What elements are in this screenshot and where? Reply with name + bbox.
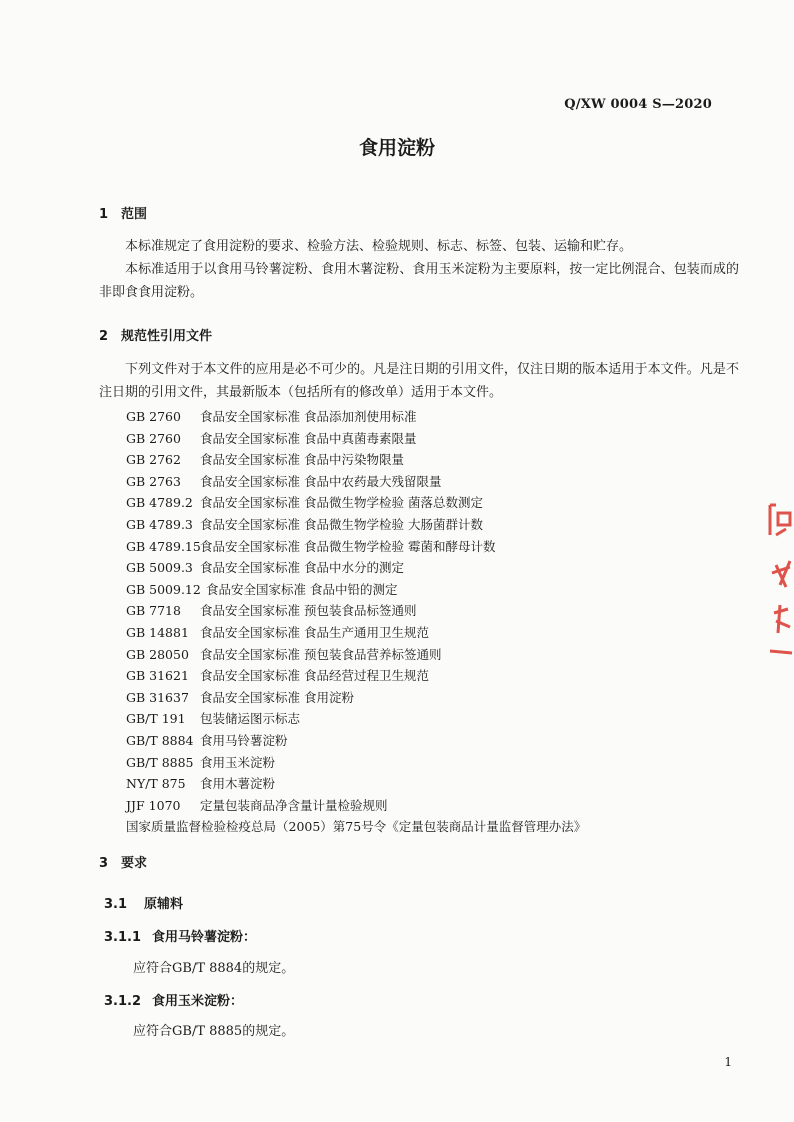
reference-code: NY/T 875 — [126, 776, 186, 792]
subsection-number: 3.1 — [104, 897, 128, 912]
reference-title: 国家质量监督检验检疫总局（2005）第75号令《定量包装商品计量监督管理办法》 — [126, 819, 587, 835]
reference-code: JJF 1070 — [126, 797, 181, 813]
reference-item — [126, 449, 586, 471]
reference-item — [126, 644, 586, 666]
reference-code: GB 2760 — [126, 430, 181, 446]
clause-text-potato-starch: 应符合GB/T 8884的规定。 — [133, 961, 295, 976]
subsection-heading-materials — [104, 893, 183, 912]
reference-code: GB 4789.2 — [126, 495, 193, 511]
reference-code: GB 7718 — [126, 603, 181, 619]
reference-list — [126, 406, 586, 838]
reference-code: GB 4789.3 — [126, 516, 193, 532]
reference-item — [126, 471, 586, 493]
reference-code: GB 4789.15 — [126, 538, 201, 554]
reference-code: GB/T 8885 — [126, 754, 194, 770]
section-title: 要求 — [121, 856, 148, 871]
reference-item — [126, 752, 586, 774]
seal-stamp — [764, 495, 794, 665]
reference-item — [126, 428, 586, 450]
section-title: 规范性引用文件 — [121, 329, 213, 344]
reference-title: 食用玉米淀粉 — [200, 754, 276, 770]
section-number: 1 — [99, 207, 109, 222]
reference-item — [126, 536, 586, 558]
section-title: 范围 — [121, 207, 148, 222]
reference-code: GB 5009.3 — [126, 560, 193, 576]
clause-title: 食用玉米淀粉： — [152, 994, 244, 1009]
reference-title: 食品安全国家标准 食品中农药最大残留限量 — [200, 473, 442, 489]
reference-item — [126, 687, 586, 709]
reference-title: 包装储运图示标志 — [200, 711, 301, 727]
scope-paragraph-1: 本标准规定了食用淀粉的要求、检验方法、检验规则、标志、标签、包装、运输和贮存。 — [125, 239, 633, 254]
reference-title: 食品安全国家标准 预包装食品标签通则 — [200, 603, 417, 619]
reference-title: 食品安全国家标准 食品微生物学检验 大肠菌群计数 — [200, 516, 483, 532]
clause-title: 食用马铃薯淀粉： — [152, 930, 257, 945]
section-heading-normative — [99, 325, 212, 344]
reference-code: GB 5009.12 — [126, 581, 201, 597]
clause-text-corn-starch: 应符合GB/T 8885的规定。 — [133, 1024, 295, 1039]
clause-heading-potato-starch — [104, 926, 256, 945]
reference-title: 食品安全国家标准 食品添加剂使用标准 — [200, 409, 417, 424]
reference-title: 定量包装商品净含量计量检验规则 — [200, 797, 388, 813]
reference-title: 食品安全国家标准 预包装食品营养标签通则 — [200, 646, 442, 662]
reference-code: GB 31621 — [126, 668, 189, 684]
reference-item — [126, 622, 586, 644]
subsection-title: 原辅料 — [144, 897, 184, 912]
reference-title: 食用马铃薯淀粉 — [200, 732, 288, 748]
reference-item — [126, 600, 586, 622]
reference-item — [126, 665, 586, 687]
reference-code: GB 31637 — [126, 689, 189, 705]
reference-item — [126, 579, 586, 601]
reference-title: 食品安全国家标准 食品中真菌毒素限量 — [200, 430, 417, 446]
document-title: 食用淀粉 — [358, 137, 435, 159]
reference-code: GB 14881 — [126, 624, 189, 640]
section-number: 3 — [99, 856, 109, 871]
reference-title: 食品安全国家标准 食用淀粉 — [200, 689, 354, 705]
reference-code: GB 2760 — [126, 409, 181, 424]
section-heading-scope — [99, 203, 147, 222]
reference-item — [126, 795, 586, 817]
reference-item — [126, 816, 586, 838]
normative-intro: 下列文件对于本文件的应用是必不可少的。凡是注日期的引用文件，仅注日期的版本适用于本文件。凡是不注日期的引用文件，其最新版本（包括所有的修改单）适用于本文件。 — [99, 362, 739, 400]
page-number: 1 — [724, 1055, 732, 1069]
reference-item — [126, 557, 586, 579]
section-number: 2 — [99, 329, 109, 344]
reference-title: 食品安全国家标准 食品中铅的测定 — [206, 581, 398, 597]
reference-item — [126, 730, 586, 752]
reference-code: GB 2763 — [126, 473, 181, 489]
reference-item — [126, 406, 586, 428]
section-heading-requirements — [99, 852, 147, 871]
reference-item — [126, 492, 586, 514]
reference-code: GB 2762 — [126, 452, 181, 468]
reference-item — [126, 708, 586, 730]
scope-paragraph-2: 本标准适用于以食用马铃薯淀粉、食用木薯淀粉、食用玉米淀粉为主要原料，按一定比例混合、包装而成的非即食食用淀粉。 — [99, 262, 739, 300]
clause-heading-corn-starch — [104, 990, 243, 1009]
reference-item — [126, 773, 586, 795]
reference-code: GB/T 8884 — [126, 732, 194, 748]
reference-title: 食品安全国家标准 食品微生物学检验 菌落总数测定 — [200, 495, 483, 511]
reference-title: 食品安全国家标准 食品中水分的测定 — [200, 560, 404, 576]
clause-number: 3.1.2 — [104, 994, 142, 1009]
reference-code: GB 28050 — [126, 646, 189, 662]
reference-code: GB/T 191 — [126, 711, 186, 727]
reference-title: 食品安全国家标准 食品微生物学检验 霉菌和酵母计数 — [200, 538, 496, 554]
reference-item — [126, 514, 586, 536]
reference-title: 食品安全国家标准 食品中污染物限量 — [200, 452, 404, 468]
standard-code: Q/XW 0004 S—2020 — [564, 97, 712, 112]
reference-title: 食品安全国家标准 食品生产通用卫生规范 — [200, 624, 429, 640]
reference-title: 食用木薯淀粉 — [200, 776, 276, 792]
clause-number: 3.1.1 — [104, 930, 142, 945]
reference-title: 食品安全国家标准 食品经营过程卫生规范 — [200, 668, 429, 684]
